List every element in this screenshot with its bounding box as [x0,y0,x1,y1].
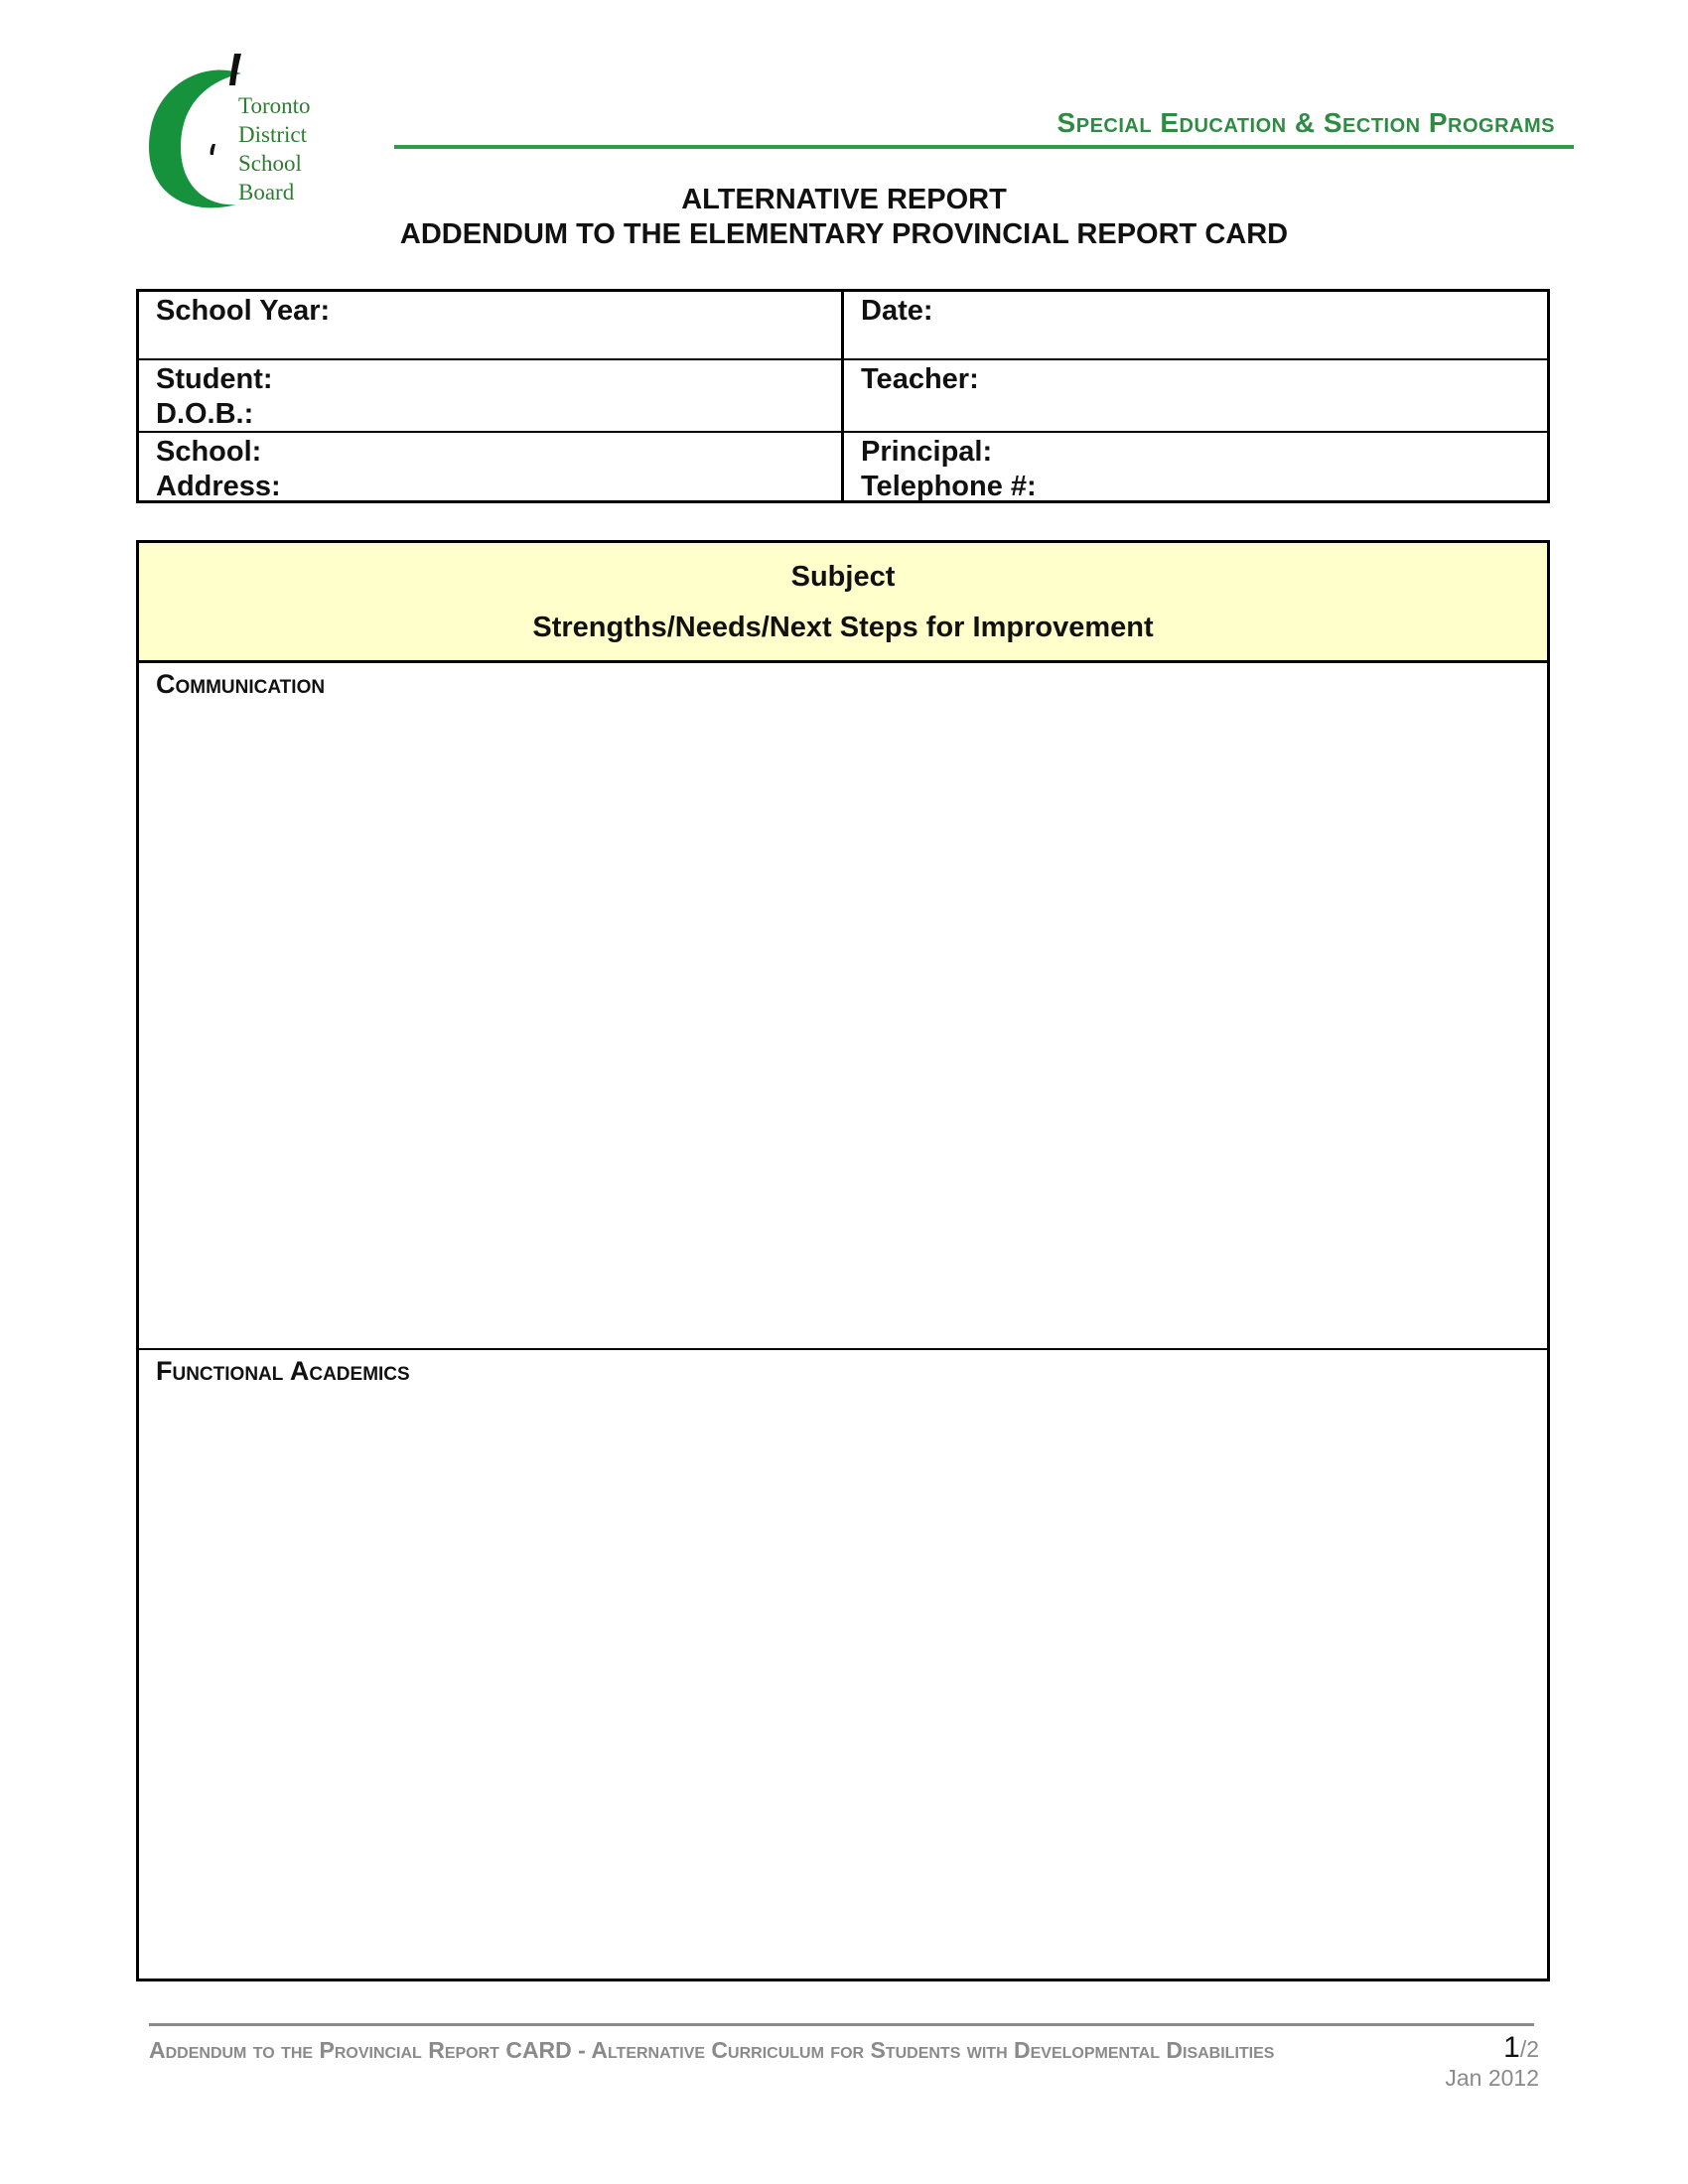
communication-title: Communication [156,669,326,699]
dob-label: D.O.B.: [156,398,254,430]
subject-header-subtitle: Strengths/Needs/Next Steps for Improvement [532,612,1154,643]
date-label: Date: [861,295,933,327]
info-row [139,292,1547,360]
communication-section[interactable] [139,663,1547,1350]
title-line-1: ALTERNATIVE REPORT [681,184,1007,215]
student-field[interactable] [139,360,844,431]
date-field[interactable] [844,292,1547,358]
functional-academics-section[interactable] [139,1350,1547,1979]
logo-text-line: District [238,122,307,147]
principal-label: Principal: [861,436,993,468]
header-divider [394,145,1574,149]
page-current: 1 [1503,2031,1520,2064]
subject-header-title: Subject [790,561,896,593]
principal-field[interactable] [844,433,1547,500]
footer-text: Addendum to the Provincial Report CARD - Alternative Curriculum for Students with Developmental Disabilities [149,2037,1275,2063]
school-year-field[interactable] [139,292,844,358]
subject-table [136,540,1550,1981]
page-total: 2 [1526,2036,1539,2062]
info-row [139,433,1547,500]
info-row [139,360,1547,433]
school-label: School: [156,436,262,468]
document-title [0,183,1688,252]
logo-text-line: Board [238,180,295,205]
logo-text-line: School [238,151,302,176]
school-year-label: School Year: [156,295,331,327]
address-label: Address: [156,471,281,502]
telephone-label: Telephone #: [861,471,1037,502]
logo-text-line: Toronto [238,93,311,118]
functional-academics-title: Functional Academics [156,1356,410,1386]
student-info-table [136,289,1550,503]
subject-table-header [139,543,1547,663]
teacher-label: Teacher: [861,363,979,395]
footer-date: Jan 2012 [1445,2065,1539,2091]
teacher-field[interactable] [844,360,1547,431]
footer-divider [149,2023,1534,2026]
program-title: Special Education & Section Programs [1056,107,1555,138]
student-label: Student: [156,363,273,395]
page-separator: / [1519,2036,1527,2062]
title-line-2: ADDENDUM TO THE ELEMENTARY PROVINCIAL REPORT CARD [399,218,1289,250]
page-number [1470,2031,1539,2065]
school-field[interactable] [139,433,844,500]
